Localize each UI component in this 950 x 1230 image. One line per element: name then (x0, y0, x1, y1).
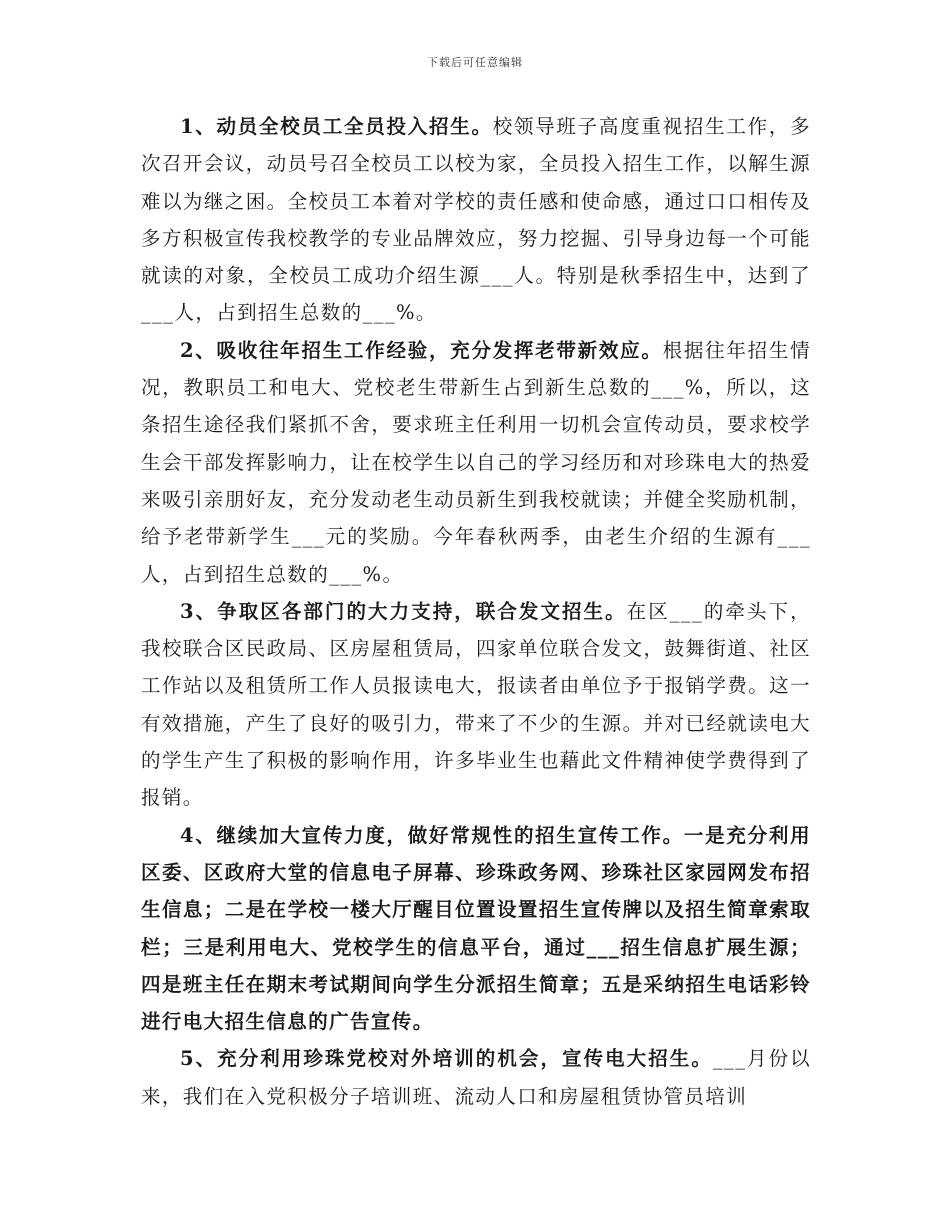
paragraph-2-lead: 2、吸收往年招生工作经验，充分发挥老带新效应。 (180, 338, 663, 362)
paragraph-5-lead: 5、充分利用珍珠党校对外培训的机会，宣传电大招生。 (180, 1047, 713, 1071)
paragraph-4 (141, 817, 811, 1041)
paragraph-3-body: 在区___的牵头下，我校联合区民政局、区房屋租赁局，四家单位联合发文，鼓舞街道、社区工作站以及租赁所工作人员报读电大，报读者由单位予于报销学费。这一有效措施，产生了良好的吸引力，带来了不少的生源。并对已经就读电大的学生产生了积极的影响作用，许多毕业生也藉此文件精神使学费得到了报销。 (141, 599, 811, 810)
document-body (141, 108, 811, 1115)
paragraph-2 (141, 332, 811, 593)
paragraph-4-text: 4、继续加大宣传力度，做好常规性的招生宣传工作。一是充分利用区委、区政府大堂的信息电子屏幕、珍珠政务网、珍珠社区家园网发布招生信息；二是在学校一楼大厅醒目位置设置招生宣传牌以及招生简章索取栏；三是利用电大、党校学生的信息平台，通过___招生信息扩展生源；四是班主任在期末考试期间向学生分派招生简章；五是采纳招生电话彩铃进行电大招生信息的广告宣传。 (141, 823, 811, 1034)
page-header-note: 下载后可任意编辑 (427, 56, 523, 69)
paragraph-1-body: 校领导班子高度重视招生工作，多次召开会议，动员号召全校员工以校为家，全员投入招生工作，以解生源难以为继之困。全校员工本着对学校的责任感和使命感，通过口口相传及多方积极宣传我校教学的专业品牌效应，努力挖掘、引导身边每一个可能就读的对象，全校员工成功介绍生源___人。特别是秋季招生中，达到了___人，占到招生总数的___%。 (141, 115, 811, 325)
paragraph-3-lead: 3、争取区各部门的大力支持，联合发文招生。 (180, 599, 627, 623)
paragraph-5-body: ___月份以来，我们在入党积极分子培训班、流动人口和房屋租赁协管员培训 (141, 1047, 811, 1108)
paragraph-3 (141, 593, 811, 817)
paragraph-2-body: 根据往年招生情况，教职员工和电大、党校老生带新生占到新生总数的___%，所以，这条招生途径我们紧抓不舍，要求班主任利用一切机会宣传动员，要求校学生会干部发挥影响力，让在校学生以自己的学习经历和对珍珠电大的热爱来吸引亲朋好友，充分发动老生动员新生到我校就读；并健全奖励机制，给予老带新学生___元的奖励。今年春秋两季，由老生介绍的生源有___人，占到招生总数的___%。 (141, 338, 811, 586)
paragraph-5 (141, 1040, 811, 1115)
paragraph-1-lead: 1、动员全校员工全员投入招生。 (180, 115, 493, 138)
paragraph-1 (141, 108, 811, 332)
